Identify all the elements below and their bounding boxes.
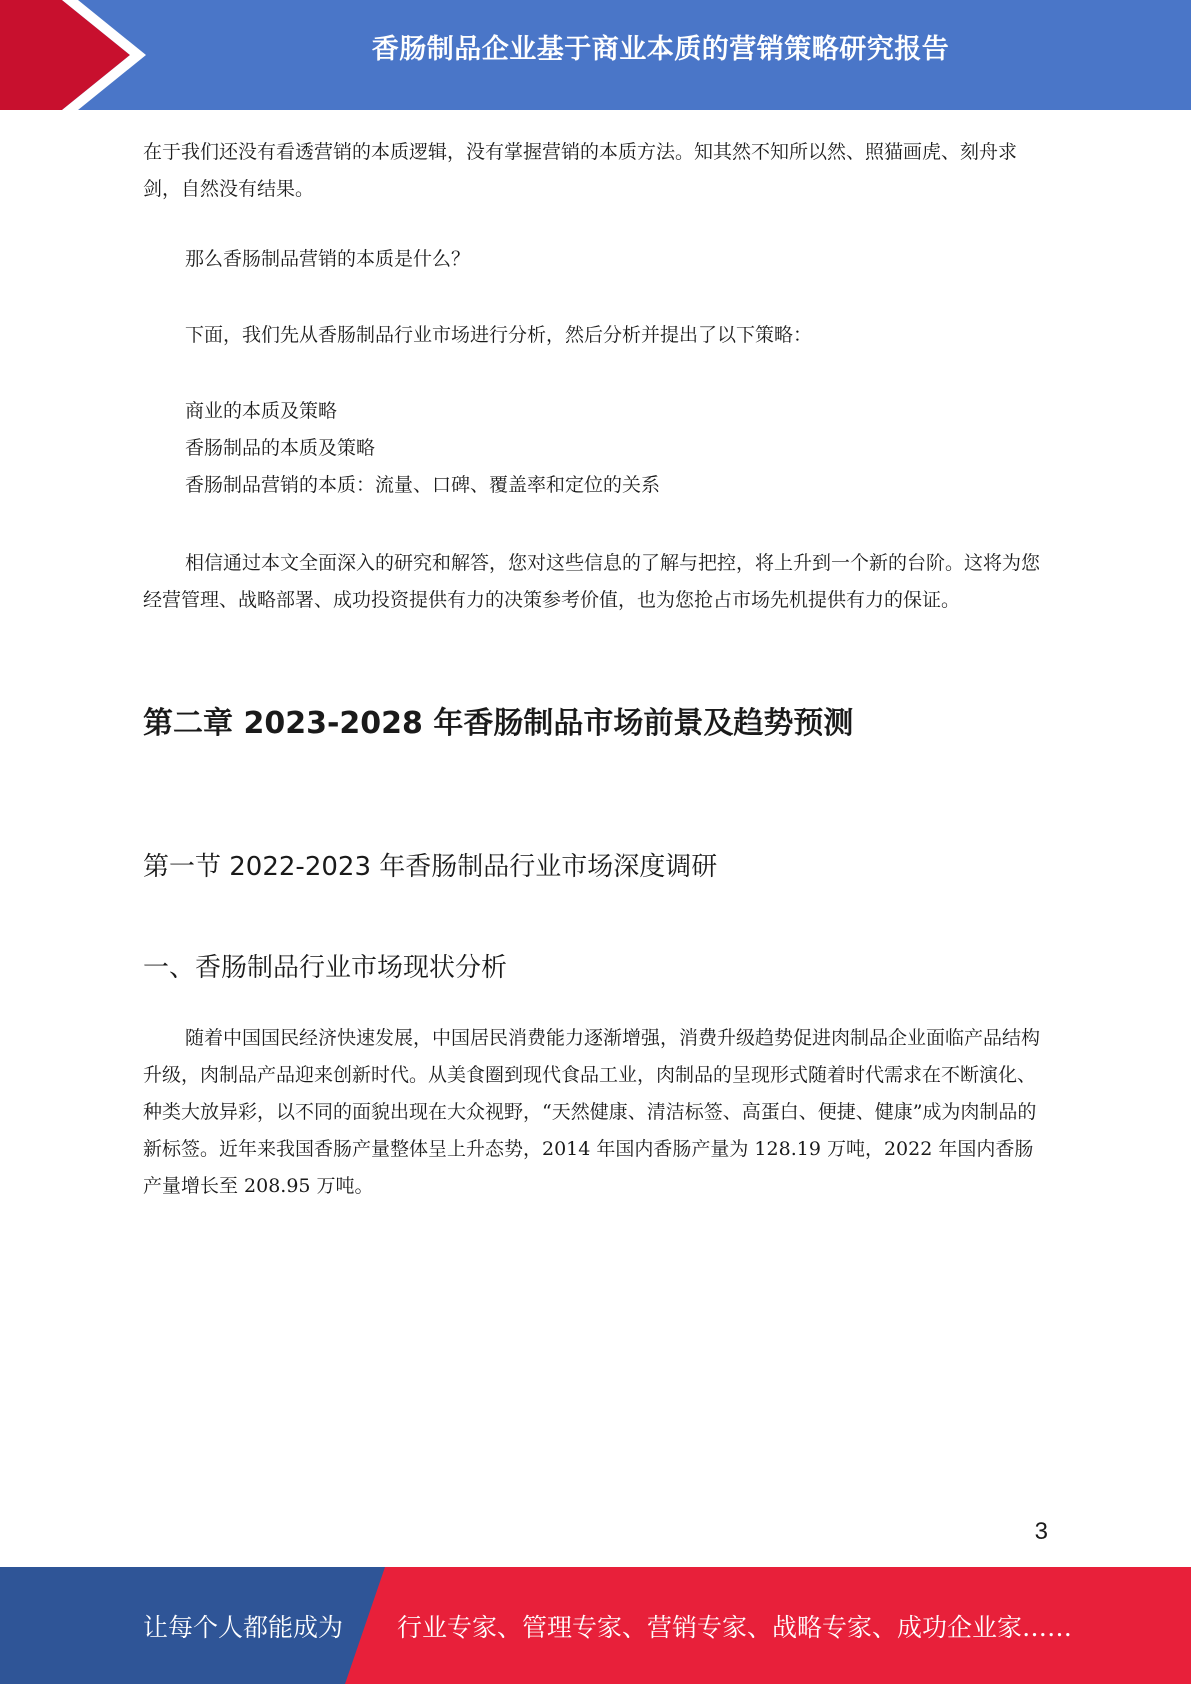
page-header [0,0,1191,110]
list-item: 商业的本质及策略 [185,400,338,422]
below-paragraph: 下面，我们先从香肠制品行业市场进行分析，然后分析并提出了以下策略： [185,324,813,346]
list-item: 香肠制品营销的本质：流量、口碑、覆盖率和定位的关系 [185,474,661,496]
subsection-heading: 一、香肠制品行业市场现状分析 [143,953,508,983]
section-heading: 第一节 2022-2023 年香肠制品行业市场深度调研 [143,852,718,882]
header-chevron-decoration [0,0,150,110]
market-status-paragraph: 随着中国国民经济快速发展，中国居民消费能力逐渐增强，消费升级趋势促进肉制品企业面临产品结构升级，肉制品产品迎来创新时代。从美食圈到现代食品工业，肉制品的呈现形式随着时代需求在不断演化、种类大放异彩，以不同的面貌出现在大众视野，“天然健康、清洁标签、高蛋白、便捷、健康”成为肉制品的新标签。近年来我国香肠产量整体呈上升态势，2014 年国内香肠产量为 128.19 万吨，2022 年国内香肠产量增长至 208.95 万吨。 [143,1027,1041,1197]
footer-slogan-right: 行业专家、管理专家、营销专家、战略专家、成功企业家…… [397,1613,1073,1642]
page-number: 3 [1034,1518,1048,1545]
chapter-heading: 第二章 2023-2028 年香肠制品市场前景及趋势预测 [143,706,854,741]
list-item: 香肠制品的本质及策略 [185,437,376,459]
page-footer [0,1567,1191,1684]
question-paragraph: 那么香肠制品营销的本质是什么？ [185,248,471,270]
belief-paragraph: 相信通过本文全面深入的研究和解答，您对这些信息的了解与把控，将上升到一个新的台阶。这将为您经营管理、战略部署、成功投资提供有力的决策参考价值，也为您抢占市场先机提供有力的保证。 [143,552,1041,611]
intro-continuation-paragraph: 在于我们还没有看透营销的本质逻辑，没有掌握营销的本质方法。知其然不知所以然、照猫画虎、刻舟求剑，自然没有结果。 [143,141,1018,200]
report-title: 香肠制品企业基于商业本质的营销策略研究报告 [371,34,950,65]
footer-slogan-left: 让每个人都能成为 [143,1613,344,1642]
strategy-list [143,393,1048,504]
